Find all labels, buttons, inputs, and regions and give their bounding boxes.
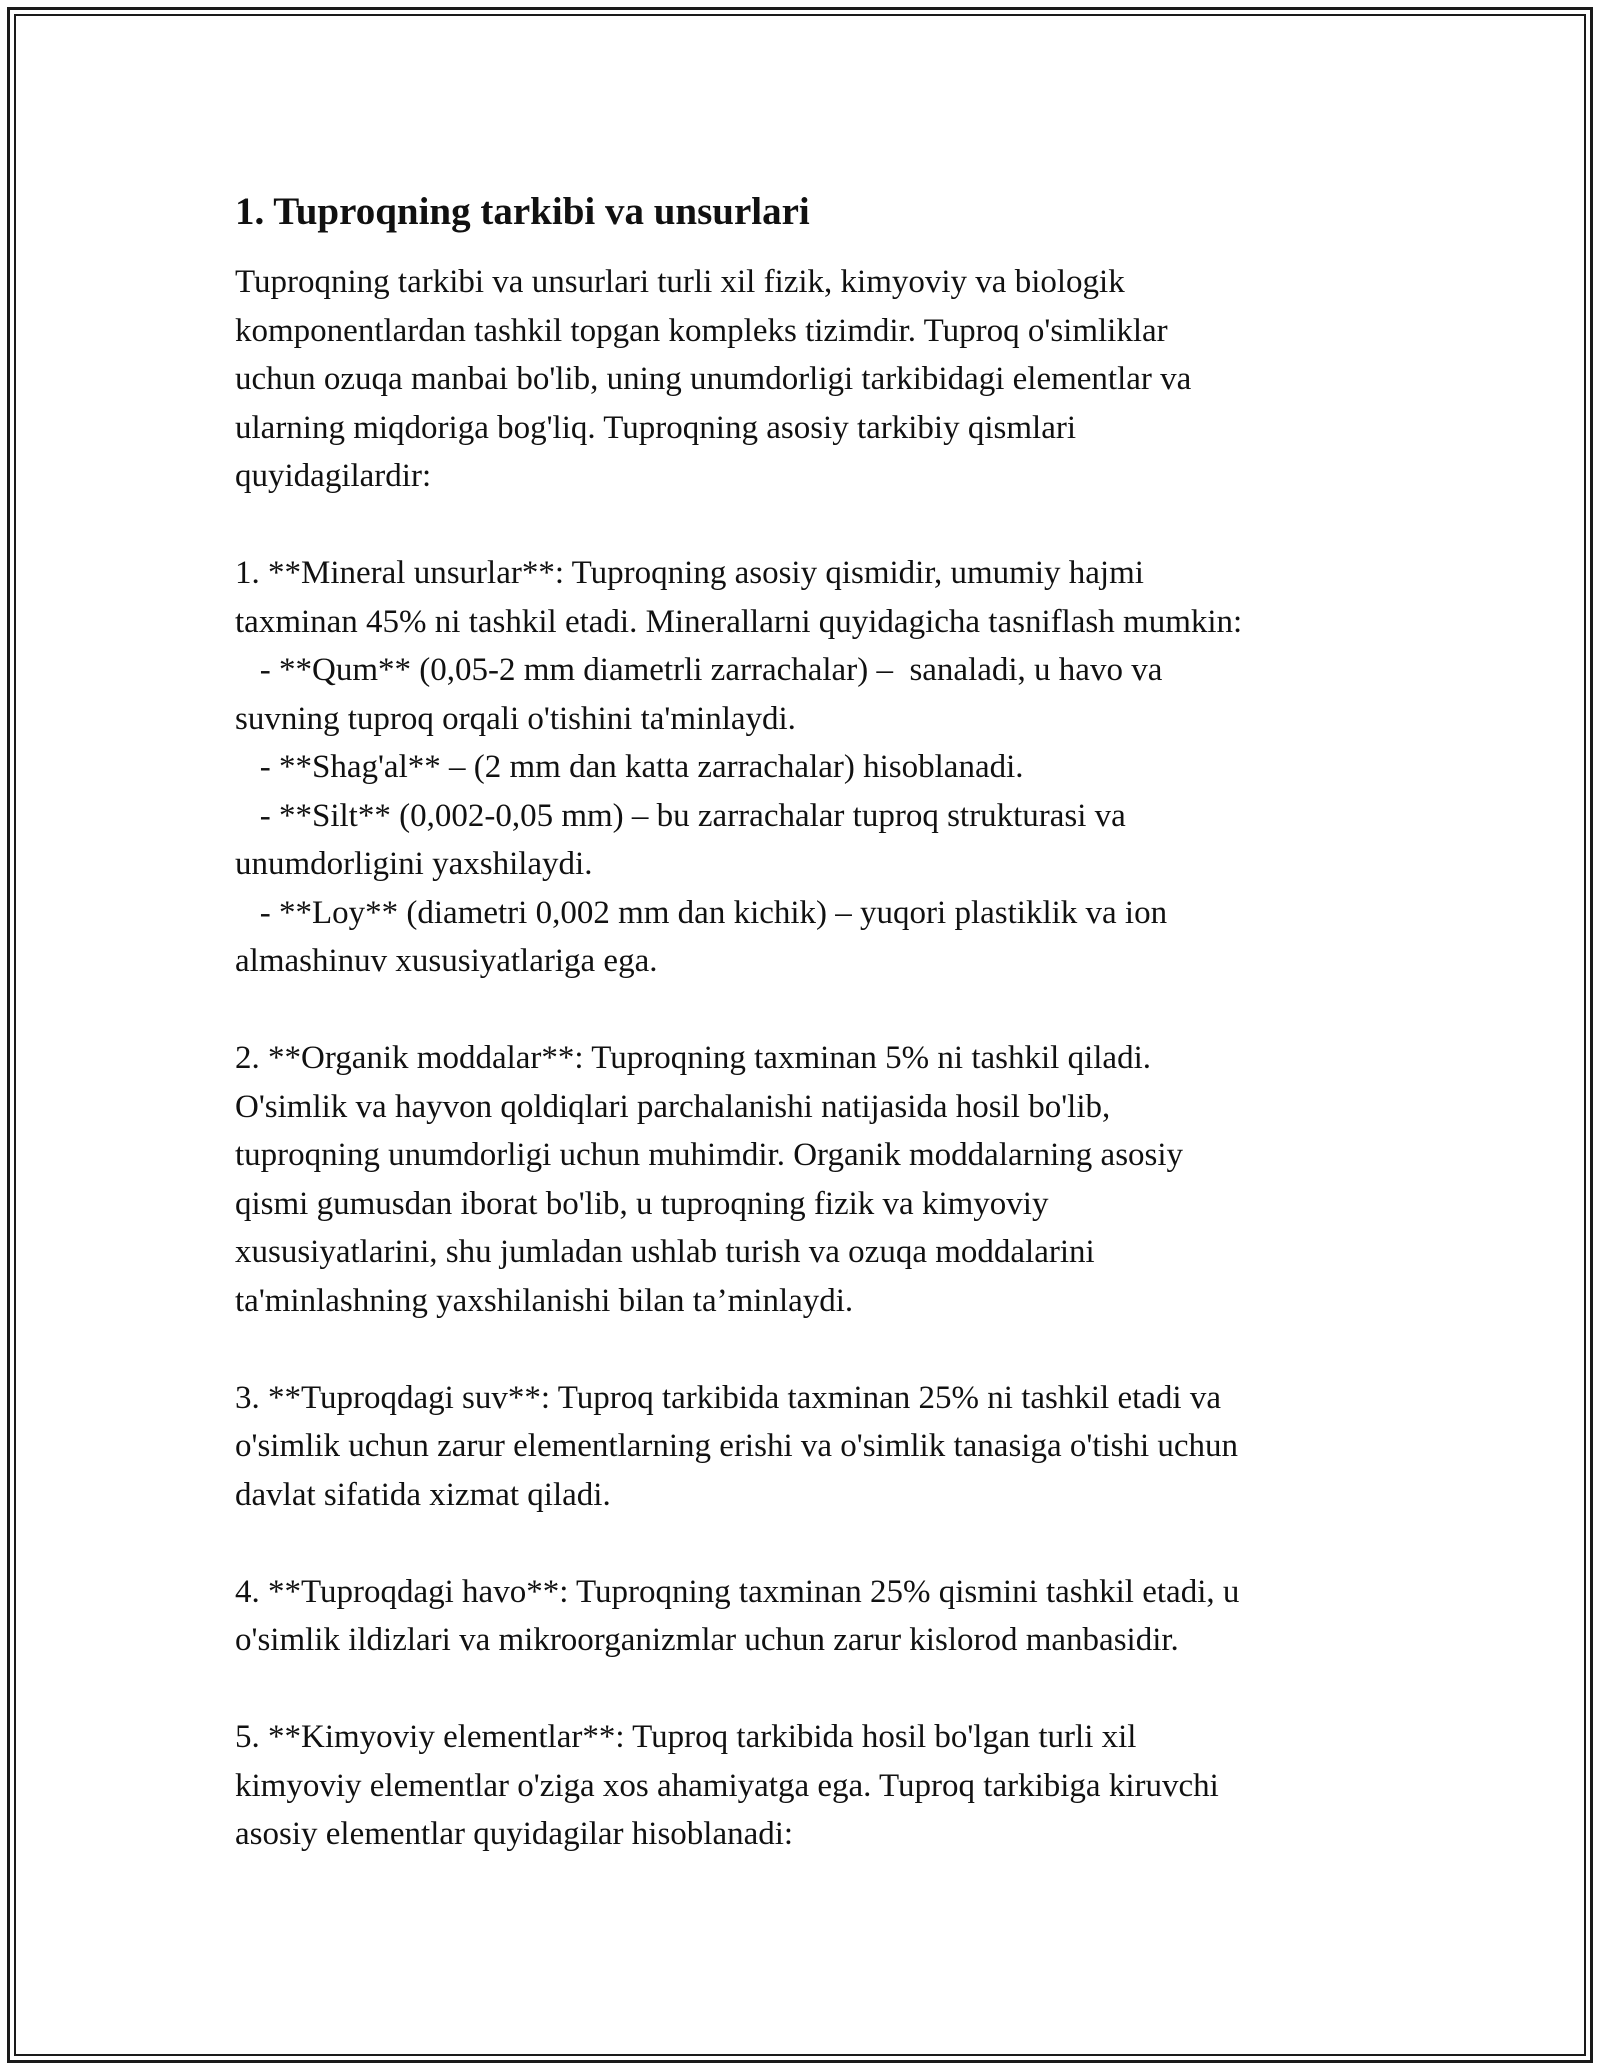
text-line: - **Shag'al** – (2 mm dan katta zarrachalar) hisoblanadi. <box>235 749 1024 785</box>
text-line: tuproqning unumdorligi uchun muhimdir. Organik moddalarning asosiy <box>235 1137 1184 1173</box>
text-line: asosiy elementlar quyidagilar hisoblanadi: <box>235 1816 794 1852</box>
text-line: - **Qum** (0,05-2 mm diametrli zarrachalar) – sanaladi, u havo va <box>235 652 1163 688</box>
text-line: davlat sifatida xizmat qiladi. <box>235 1476 611 1513</box>
text-line: Tuproqning tarkibi va unsurlari turli xil fizik, kimyoviy va biologik <box>235 264 1125 300</box>
text-line: suvning tuproq orqali o'tishini ta'minlaydi. <box>235 700 796 737</box>
text-line: o'simlik ildizlari va mikroorganizmlar uchun zarur kislorod manbasidir. <box>235 1622 1179 1658</box>
text-line: xususiyatlarini, shu jumladan ushlab turish va ozuqa moddalarini <box>235 1234 1095 1270</box>
text-line: 5. **Kimyoviy elementlar**: Tuproq tarkibida hosil bo'lgan turli xil <box>235 1719 1137 1755</box>
section-heading: 1. Tuproqning tarkibi va unsurlari <box>235 190 810 233</box>
text-line: komponentlardan tashkil topgan kompleks tizimdir. Tuproq o'simliklar <box>235 312 1168 349</box>
text-line: 3. **Tuproqdagi suv**: Tuproq tarkibida taxminan 25% ni tashkil etadi va <box>235 1379 1221 1416</box>
text-line: - **Loy** (diametri 0,002 mm dan kichik) – yuqori plastiklik va ion <box>235 894 1168 931</box>
text-line: o'simlik uchun zarur elementlarning erishi va o'simlik tanasiga o'tishi uchun <box>235 1428 1239 1464</box>
kimyoviy-elementlar-paragraph <box>235 1713 1375 1859</box>
document-body <box>235 186 1375 1907</box>
text-line: 4. **Tuproqdagi havo**: Tuproqning taxminan 25% qismini tashkil etadi, u <box>235 1573 1240 1610</box>
text-line: O'simlik va hayvon qoldiqlari parchalanishi natijasida hosil bo'lib, <box>235 1088 1111 1125</box>
intro-paragraph <box>235 258 1375 501</box>
text-line: qismi gumusdan iborat bo'lib, u tuproqning fizik va kimyoviy <box>235 1185 1049 1222</box>
text-line: - **Silt** (0,002-0,05 mm) – bu zarrachalar tuproq strukturasi va <box>235 797 1126 834</box>
text-line: taxminan 45% ni tashkil etadi. Minerallarni quyidagicha tasniflash mumkin: <box>235 603 1243 640</box>
text-line: uchun ozuqa manbai bo'lib, uning unumdorligi tarkibidagi elementlar va <box>235 361 1192 397</box>
text-line: unumdorligini yaxshilaydi. <box>235 846 593 882</box>
tuproqdagi-havo-paragraph <box>235 1568 1375 1665</box>
text-line: ularning miqdoriga bog'liq. Tuproqning asosiy tarkibiy qismlari <box>235 409 1077 446</box>
text-line: 1. **Mineral unsurlar**: Tuproqning asosiy qismidir, umumiy hajmi <box>235 555 1144 591</box>
organik-moddalar-paragraph <box>235 1034 1375 1325</box>
text-line: ta'minlashning yaxshilanishi bilan ta’minlaydi. <box>235 1282 854 1319</box>
text-line: kimyoviy elementlar o'ziga xos ahamiyatga ega. Tuproq tarkibiga kiruvchi <box>235 1767 1219 1804</box>
tuproqdagi-suv-paragraph <box>235 1374 1375 1520</box>
text-line: 2. **Organik moddalar**: Tuproqning taxminan 5% ni tashkil qiladi. <box>235 1040 1151 1076</box>
text-line: almashinuv xususiyatlariga ega. <box>235 943 658 979</box>
text-line: quyidagilardir: <box>235 458 432 494</box>
mineral-unsurlar-paragraph <box>235 549 1375 986</box>
